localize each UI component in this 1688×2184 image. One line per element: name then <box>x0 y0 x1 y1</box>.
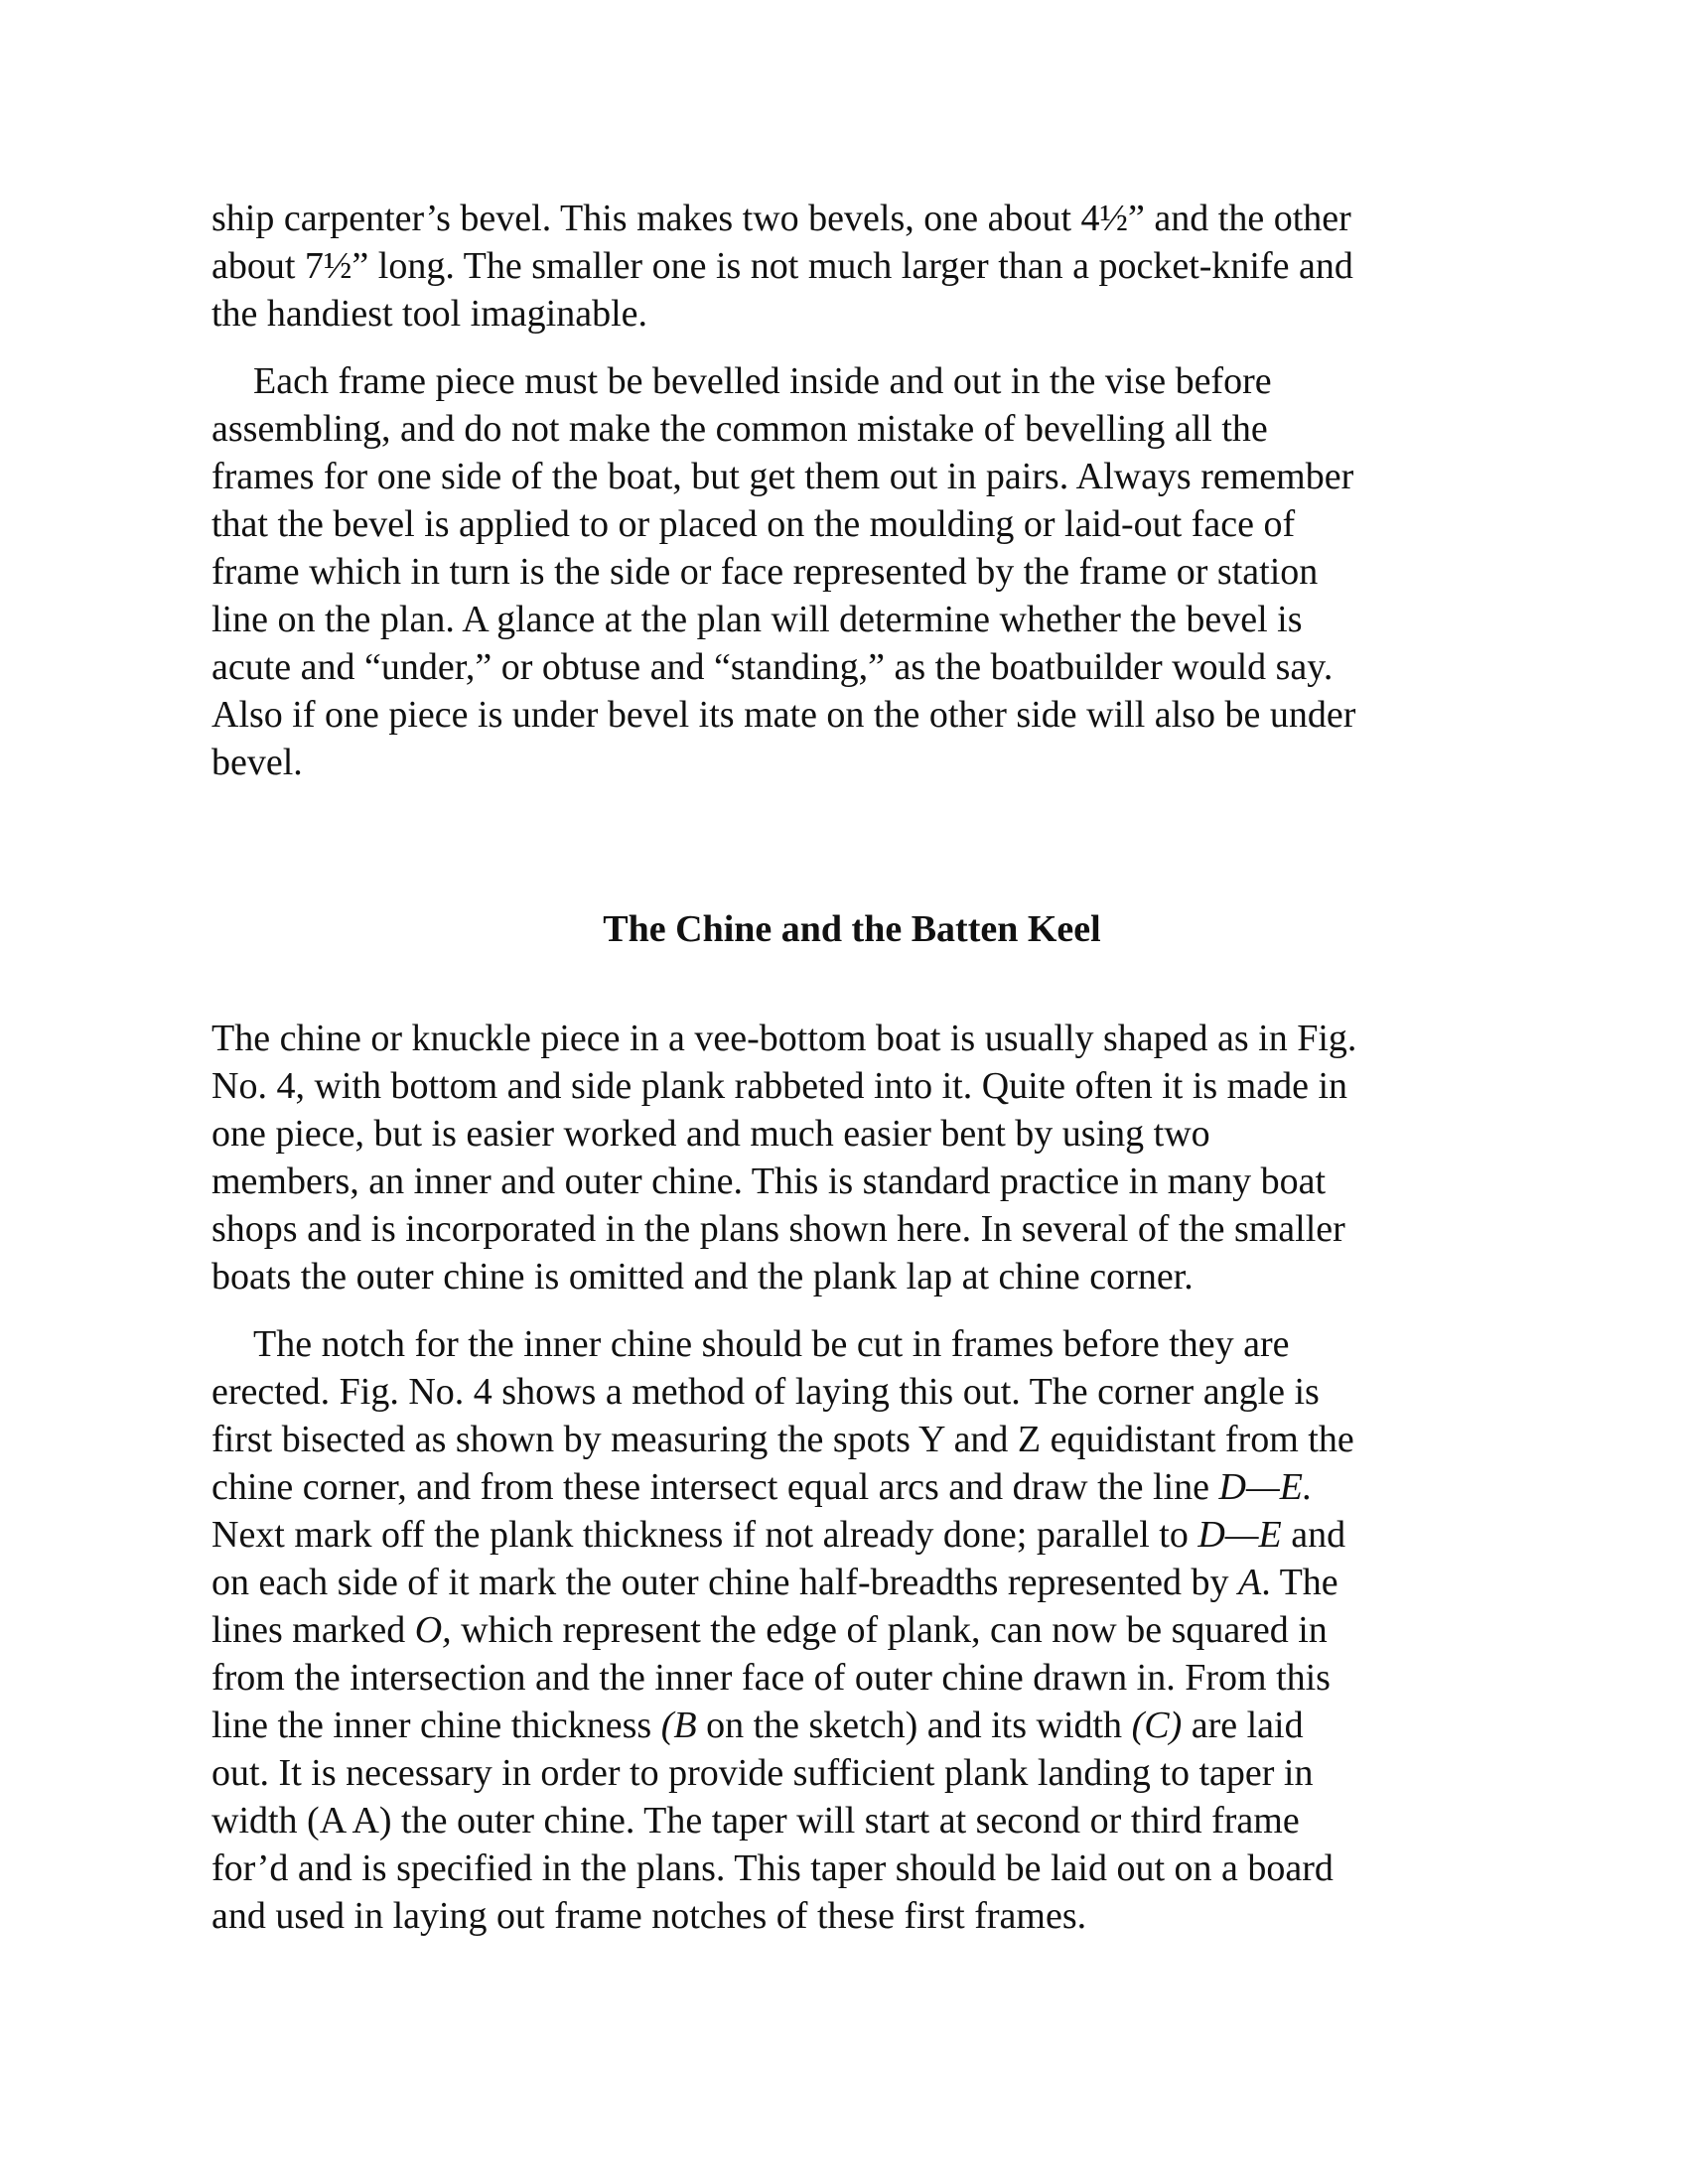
text-line: boats the outer chine is omitted and the plank lap at chine corner. <box>211 1256 1194 1297</box>
text-run: on each side of it mark the outer chine half-breadths represented by <box>211 1562 1239 1603</box>
text-line: one piece, but is easier worked and much easier bent by using two <box>211 1113 1210 1155</box>
text-line: shops and is incorporated in the plans shown here. In several of the smaller <box>211 1208 1345 1250</box>
italic-label: (B <box>660 1705 697 1746</box>
italic-label: A <box>1238 1562 1262 1603</box>
text-line <box>211 1559 1492 1606</box>
paragraph-frame-bevelling <box>211 357 1492 786</box>
text-line <box>211 1702 1492 1749</box>
text-line: members, an inner and outer chine. This is standard practice in many boat <box>211 1160 1327 1202</box>
paragraph-gap <box>211 338 1492 357</box>
italic-label: (C) <box>1131 1705 1183 1746</box>
text-line: The notch for the inner chine should be cut in frames before they are <box>253 1323 1290 1365</box>
text-line <box>211 1463 1492 1511</box>
text-line: for’d and is specified in the plans. This taper should be laid out on a board <box>211 1847 1334 1889</box>
italic-label: D—E <box>1197 1514 1282 1556</box>
text-run: Next mark off the plank thickness if not already done; parallel to <box>211 1514 1198 1556</box>
text-line: Each frame piece must be bevelled inside and out in the vise before <box>253 360 1272 402</box>
text-line: first bisected as shown by measuring the spots Y and Z equidistant from the <box>211 1419 1354 1460</box>
paragraph-chine-description <box>211 1015 1492 1300</box>
text-run: and <box>1281 1514 1346 1556</box>
text-line: frames for one side of the boat, but get them out in pairs. Always remember <box>211 456 1354 497</box>
text-run: chine corner, and from these intersect equal arcs and draw the line <box>211 1466 1219 1508</box>
text-line: Also if one piece is under bevel its mate on the other side will also be under <box>211 694 1356 736</box>
section-heading: The Chine and the Batten Keel <box>603 908 1101 950</box>
text-line: bevel. <box>211 742 303 783</box>
section-gap <box>211 786 1492 905</box>
text-line: frame which in turn is the side or face represented by the frame or station <box>211 551 1319 593</box>
text-line: about 7½” long. The smaller one is not much larger than a pocket-knife and <box>211 245 1353 287</box>
text-line: the handiest tool imaginable. <box>211 293 648 335</box>
text-line: No. 4, with bottom and side plank rabbeted into it. Quite often it is made in <box>211 1065 1348 1107</box>
text-line <box>211 1606 1492 1654</box>
text-line: assembling, and do not make the common mistake of bevelling all the <box>211 408 1268 450</box>
text-line: out. It is necessary in order to provide sufficient plank landing to taper in <box>211 1752 1314 1794</box>
section-gap <box>211 953 1492 1015</box>
text-run: line the inner chine thickness <box>211 1705 661 1746</box>
text-run: on the sketch) and its width <box>696 1705 1132 1746</box>
text-line: width (A A) the outer chine. The taper will start at second or third frame <box>211 1800 1300 1842</box>
text-run: are laid <box>1182 1705 1304 1746</box>
text-line: acute and “under,” or obtuse and “standing,” as the boatbuilder would say. <box>211 646 1334 688</box>
paragraph-gap <box>211 1300 1492 1320</box>
text-run: lines marked <box>211 1609 415 1651</box>
text-run: . The <box>1261 1562 1338 1603</box>
page-content <box>211 195 1492 1940</box>
text-line: ship carpenter’s bevel. This makes two bevels, one about 4½” and the other <box>211 198 1351 239</box>
text-line <box>211 1511 1492 1559</box>
text-line: line on the plan. A glance at the plan will determine whether the bevel is <box>211 599 1303 640</box>
text-line: that the bevel is applied to or placed on the moulding or laid-out face of <box>211 503 1296 545</box>
italic-label: O, <box>414 1609 452 1651</box>
text-line: erected. Fig. No. 4 shows a method of laying this out. The corner angle is <box>211 1371 1320 1413</box>
paragraph-chine-notch <box>211 1320 1492 1940</box>
italic-label: D—E. <box>1218 1466 1313 1508</box>
text-run: which represent the edge of plank, can now be squared in <box>451 1609 1328 1651</box>
text-line: The chine or knuckle piece in a vee-bottom boat is usually shaped as in Fig. <box>211 1018 1357 1059</box>
text-line: from the intersection and the inner face of outer chine drawn in. From this <box>211 1657 1331 1699</box>
paragraph-bevel-tool <box>211 195 1492 338</box>
text-line: and used in laying out frame notches of these first frames. <box>211 1895 1087 1937</box>
